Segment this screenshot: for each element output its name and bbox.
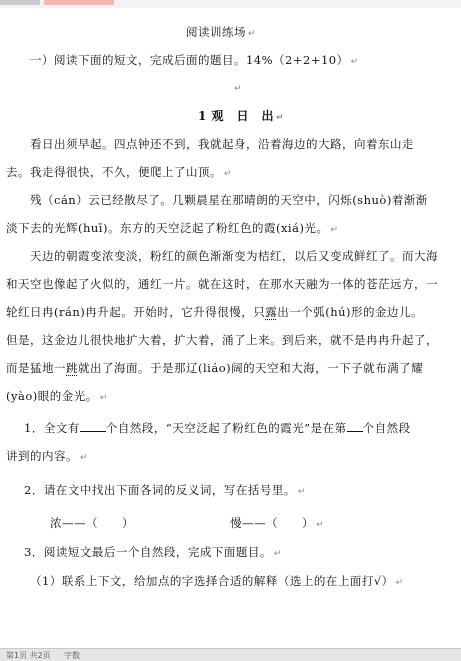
paragraph-line: 天边的朝霞变浓变淡，粉红的颜色渐渐变为桔红，以后又变成鲜红了。而大海 — [30, 249, 438, 263]
blank-paragraph-mark: ↵ — [234, 84, 243, 94]
page-indicator: 第1页 共2页 — [6, 651, 51, 660]
paragraph-line: 看日出须早起。四点钟还不到，我就起身，沿着海边的大路，向着东山走 — [30, 137, 414, 151]
paragraph-line: 残（cán）云已经散尽了。几颗晨星在那晴朗的天空中，闪烁(shuò)着渐渐 — [30, 193, 428, 207]
antonym-item-right: 慢——（ ） ↵ — [230, 516, 325, 530]
document-title: 阅读训练场 ↵ — [186, 25, 257, 39]
answer-blank[interactable] — [347, 421, 363, 432]
question-3: 3．阅读短文最后一个自然段，完成下面题目。 ↵ — [24, 545, 282, 559]
site-logo-accent — [44, 0, 114, 5]
question-3-sub-1: （1）联系上下文，给加点的字选择合适的解释（选上的在上面打√） ↵ — [30, 574, 404, 588]
section-heading: 一）阅读下面的短文，完成后面的题目。14%（2+2+10） ↵ — [30, 53, 359, 67]
question-1-continued: 讲到的内容。 ↵ — [6, 449, 89, 463]
paragraph-line: 而是猛地一跳就出了海面。于是那辽(liáo)阔的天空和大海，一下子就布满了耀 — [6, 361, 424, 375]
document-page — [0, 8, 461, 648]
word-count: 字数 — [64, 651, 80, 660]
status-bar — [0, 648, 461, 661]
paragraph-line: 但是，这金边儿很快地扩大着，扩大着，涌了上来。到后来，就不是冉冉升起了， — [6, 333, 438, 347]
paragraph-line: 去。我走得很快，不久，便爬上了山顶。 ↵ — [6, 165, 233, 179]
paragraph-line: 和天空也像起了火似的，通红一片。就在这时，在那水天融为一体的苍茫远方，一 — [6, 277, 438, 291]
question-1: 1．全文有 个自然段，“天空泛起了粉红色的霞光”是在第 个自然段 — [24, 421, 411, 435]
question-2: 2．请在文中找出下面各词的反义词，写在括号里。 ↵ — [24, 483, 306, 497]
answer-blank[interactable] — [80, 421, 106, 432]
paragraph-line: 淡下去的光辉(huī)。东方的天空泛起了粉红色的霞(xiá)光。 ↵ — [6, 221, 339, 235]
dotted-character: 露 — [265, 305, 278, 319]
article-title: 1 观 日 出 ↵ — [198, 109, 285, 123]
site-logo — [0, 0, 40, 5]
paragraph-line: 轮红日冉(rán)冉升起。开始时，它升得很慢，只露出一个弧(hú)形的金边儿。 — [6, 305, 424, 319]
antonym-item-left: 浓——（ ） — [50, 516, 134, 530]
paragraph-line: (yào)眼的金光。 ↵ — [6, 389, 108, 403]
dotted-character: 跳 — [66, 361, 78, 375]
top-header-strip — [0, 0, 461, 8]
